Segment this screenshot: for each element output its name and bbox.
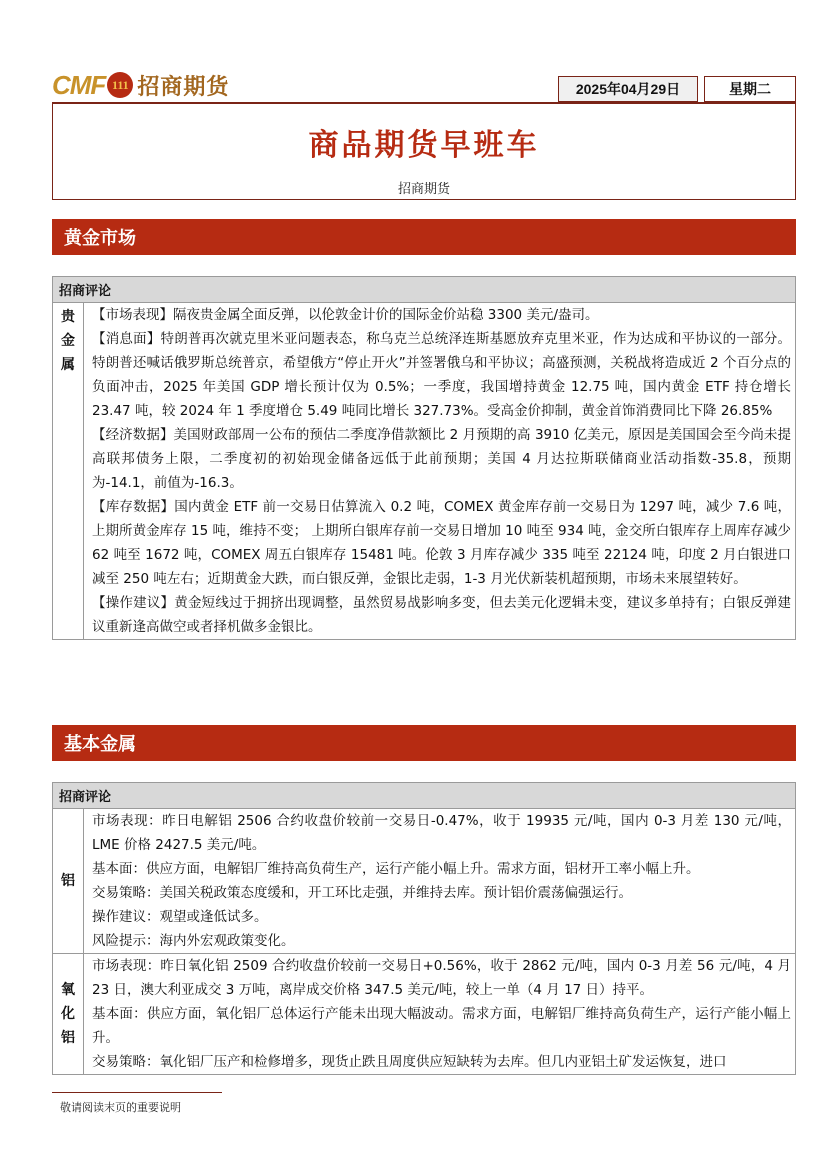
page-subtitle: 招商期货 [397,182,450,197]
row-label-alumina: 氧 化 铝 [53,954,84,1075]
row-content [84,954,796,1075]
paragraph: 基本面：供应方面，氧化铝厂总体运行产能未出现大幅波动。需求方面，电解铝厂维持高负荷生产，运行产能小幅上升。 [92,1006,791,1046]
footer-disclaimer: 敬请阅读末页的重要说明 [60,1101,181,1114]
footer-divider [52,1092,222,1093]
paragraph: 【操作建议】黄金短线过于拥挤出现调整，虽然贸易战影响多变，但去美元化逻辑未变，建议多单持有；白银反弹建议重新逢高做空或者择机做多金银比。 [92,595,791,635]
row-label-precious-metals: 贵 金 属 [53,303,84,640]
paragraph: 基本面：供应方面，电解铝厂维持高负荷生产，运行产能小幅上升。需求方面，铝材开工率小幅上升。 [92,861,700,877]
section-header-gold: 黄金市场 [52,219,796,255]
paragraph: 风险提示：海内外宏观政策变化。 [92,933,295,949]
logo-cmf-text: CMF [52,69,106,100]
paragraph: 市场表现：昨日氧化铝 2509 合约收盘价较前一交易日+0.56%，收于 2862 元/吨，国内 0-3 月差 56 元/吨，4 月 23 日，澳大利亚成交 3 万吨，离岸成交价格 347.5 美元/吨，较上一单（4 月 17 日）持平。 [92,958,791,998]
page-title: 商品期货早班车 [308,128,540,163]
paragraph: 交易策略：美国关税政策态度缓和，开工环比走强，并维持去库。预计铝价震荡偏强运行。 [92,885,632,901]
logo-company-name: 招商期货 [137,74,230,100]
logo-emblem-icon: 111 [107,72,133,98]
section-header-base-metals: 基本金属 [52,725,796,761]
base-metals-comment-table [52,782,796,1075]
row-content [84,809,796,954]
paragraph: 【市场表现】隔夜贵金属全面反弹，以伦敦金计价的国际金价站稳 3300 美元/盎司。 [92,307,599,323]
page-header [52,68,796,102]
row-label-aluminum: 铝 [53,809,84,954]
gold-comment-table [52,276,796,640]
row-content [84,303,796,640]
table-row [53,809,796,954]
table-row [53,954,796,1075]
paragraph: 【库存数据】国内黄金 ETF 前一交易日估算流入 0.2 吨，COMEX 黄金库存前一交易日为 1297 吨，减少 7.6 吨，上期所黄金库存 15 吨，维持不变； 上期所白银库存前一交易日增加 10 吨至 934 吨，金交所白银库存上周库存减少 62 吨至 1672 吨，COMEX 周五白银库存 15481 吨。伦敦 3 月库存减少 335 吨至 22124 吨，印度 2 月白银进口减至 250 吨左右；近期黄金大跌，而白银反弹，金银比走弱，1-3 月光伏新装机超预期，市场未来展望转好。 [92,499,791,587]
report-date: 2025年04月29日 [558,76,698,102]
paragraph: 操作建议：观望或逢低试多。 [92,909,268,925]
report-weekday: 星期二 [704,76,796,102]
comment-table-header: 招商评论 [53,277,796,303]
table-row [53,303,796,640]
title-block [52,102,796,200]
comment-table-header: 招商评论 [53,783,796,809]
paragraph: 【消息面】特朗普再次就克里米亚问题表态，称乌克兰总统泽连斯基愿放弃克里米亚，作为达成和平协议的一部分。特朗普还喊话俄罗斯总统普京，希望俄方“停止开火”并签署俄乌和平协议；高盛预测，关税战将造成近 2 个百分点的负面冲击，2025 年美国 GDP 增长预计仅为 0.5%；一季度，我国增持黄金 12.75 吨，国内黄金 ETF 持仓增长 23.47 吨，较 2024 年 1 季度增仓 5.49 吨同比增长 327.73%。受高金价抑制，黄金首饰消费同比下降 26.85% [92,331,791,419]
paragraph: 市场表现：昨日电解铝 2506 合约收盘价较前一交易日-0.47%，收于 19935 元/吨，国内 0-3 月差 130 元/吨，LME 价格 2427.5 美元/吨。 [92,813,791,853]
company-logo [52,68,229,102]
paragraph: 交易策略：氧化铝厂压产和检修增多，现货止跌且周度供应短缺转为去库。但几内亚铝土矿发运恢复，进口 [92,1054,727,1070]
paragraph: 【经济数据】美国财政部周一公布的预估二季度净借款额比 2 月预期的高 3910 亿美元，原因是美国国会至今尚未提高联邦债务上限，二季度初的初始现金储备远低于此前预期；美国 4 月达拉斯联储商业活动指数-35.8，预期为-14.1，前值为-16.3。 [92,427,791,491]
